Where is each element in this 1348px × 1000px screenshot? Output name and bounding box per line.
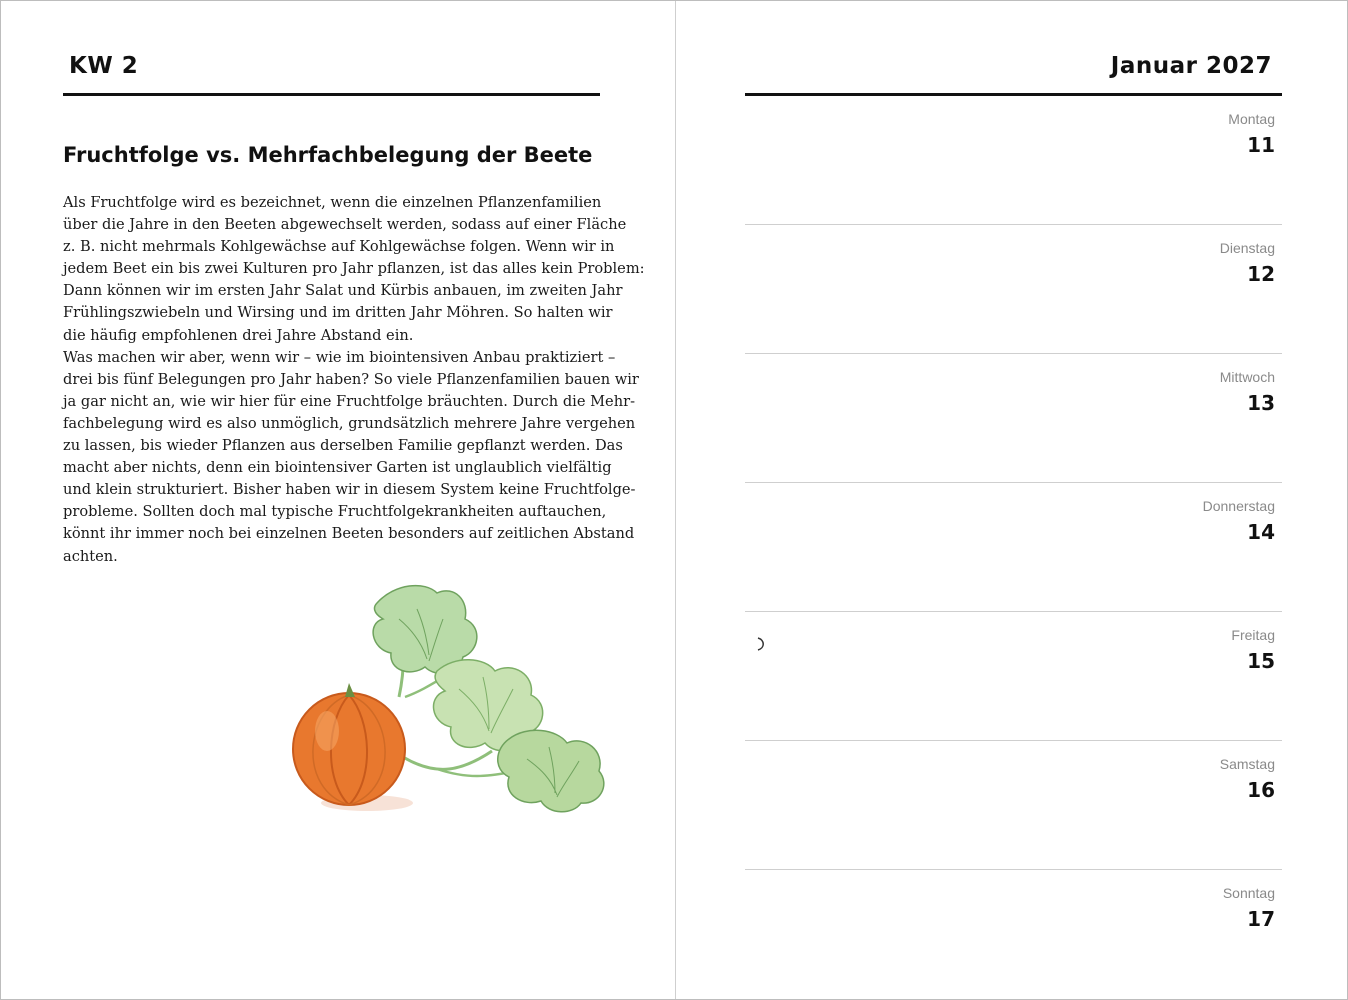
body-line: und klein strukturiert. Bisher haben wir in diesem System keine Fruchtfolge- <box>63 481 636 499</box>
body-line: probleme. Sollten doch mal typische Fruchtfolgekrankheiten auftauchen, <box>63 503 607 521</box>
day-list <box>745 96 1282 998</box>
body-line: die häufig empfohlenen drei Jahre Abstand ein. <box>63 326 414 344</box>
body-line: drei bis fünf Belegungen pro Jahr haben? So viele Pflanzenfamilien bauen wir <box>63 370 639 388</box>
day-row-sunday[interactable] <box>745 870 1282 998</box>
body-line: Als Fruchtfolge wird es bezeichnet, wenn die einzelnen Pflanzenfamilien <box>63 194 602 211</box>
day-number: 17 <box>1247 907 1275 931</box>
body-line: z. B. nicht mehrmals Kohlgewächse auf Kohlgewächse folgen. Wenn wir in <box>63 238 615 256</box>
day-row-monday[interactable] <box>745 96 1282 225</box>
day-row-tuesday[interactable] <box>745 225 1282 354</box>
day-name: Sonntag <box>1222 885 1275 901</box>
day-number: 12 <box>1247 262 1275 286</box>
header-rule-left <box>63 93 600 96</box>
month-label: Januar 2027 <box>1110 53 1272 79</box>
day-number: 15 <box>1247 649 1275 673</box>
day-number: 14 <box>1247 520 1275 544</box>
body-line: achten. <box>63 547 118 565</box>
page-gutter <box>675 1 676 999</box>
day-name: Freitag <box>1231 627 1275 643</box>
day-name: Dienstag <box>1219 240 1275 256</box>
day-row-thursday[interactable] <box>745 483 1282 612</box>
body-line: Dann können wir im ersten Jahr Salat und Kürbis anbauen, im zweiten Jahr <box>63 282 623 300</box>
day-number: 16 <box>1247 778 1275 802</box>
body-line: macht aber nichts, denn ein biointensiver Garten ist unglaublich vielfältig <box>63 459 612 477</box>
day-name: Mittwoch <box>1219 369 1275 385</box>
body-line: Frühlingszwiebeln und Wirsing und im dritten Jahr Möhren. So halten wir <box>63 304 613 322</box>
body-line: könnt ihr immer noch bei einzelnen Beeten besonders auf zeitlichen Abstand <box>63 525 635 543</box>
body-line: jedem Beet ein bis zwei Kulturen pro Jahr pflanzen, ist das alles kein Problem: <box>63 260 645 278</box>
day-row-friday[interactable] <box>745 612 1282 741</box>
body-line: fachbelegung wird es also unmöglich, grundsätzlich mehrere Jahre vergehen <box>63 414 636 432</box>
body-line: Was machen wir aber, wenn wir – wie im biointensiven Anbau praktiziert – <box>63 348 616 366</box>
pumpkin-illustration <box>287 579 613 815</box>
crescent-mark-icon <box>756 637 766 651</box>
day-name: Donnerstag <box>1202 498 1275 514</box>
day-name: Samstag <box>1219 756 1275 772</box>
body-line: über die Jahre in den Beeten abgewechselt werden, sodass auf einer Fläche <box>63 216 627 234</box>
day-row-saturday[interactable] <box>745 741 1282 870</box>
article-headline: Fruchtfolge vs. Mehrfachbelegung der Beete <box>63 143 593 167</box>
week-label: KW 2 <box>69 53 139 79</box>
article-body <box>63 192 645 568</box>
body-line: ja gar nicht an, wie wir hier für eine Fruchtfolge bräuchten. Durch die Mehr- <box>63 392 635 410</box>
day-number: 13 <box>1247 391 1275 415</box>
day-row-wednesday[interactable] <box>745 354 1282 483</box>
body-line: zu lassen, bis wieder Pflanzen aus derselben Familie gepflanzt werden. Das <box>63 437 623 455</box>
day-name: Montag <box>1228 111 1275 127</box>
day-number: 11 <box>1247 133 1275 157</box>
